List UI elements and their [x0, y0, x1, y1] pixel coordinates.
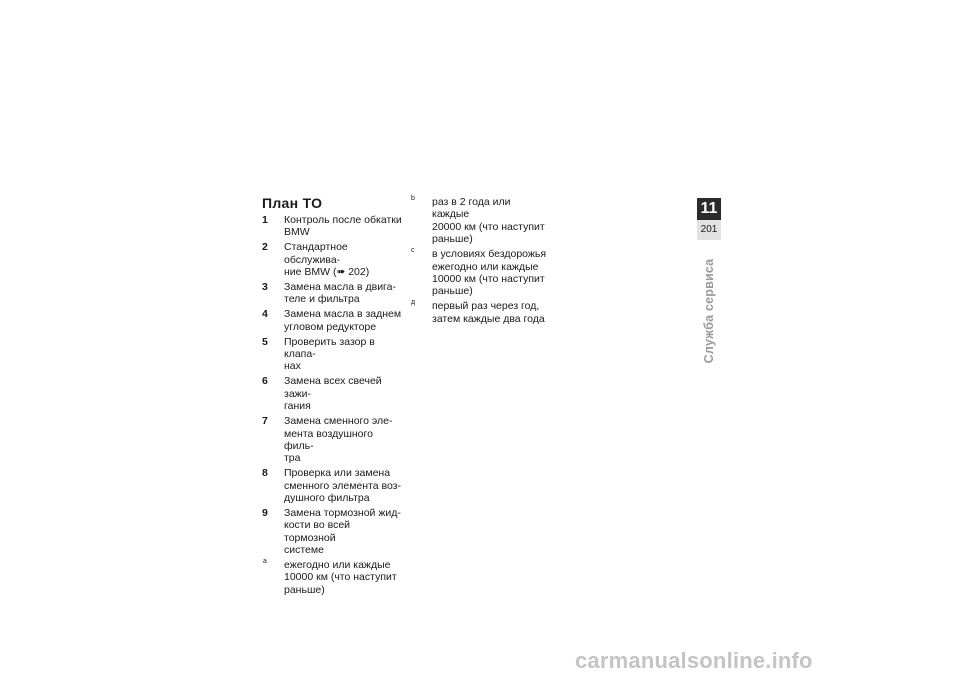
chapter-number: 11	[700, 200, 718, 217]
item-text: Замена тормозной жид- кости во всей тормозной системе	[284, 506, 401, 557]
footnote-item	[410, 196, 550, 246]
list-item	[262, 415, 402, 465]
footnote-text: в условиях бездорожья ежегодно или каждые 10000 км (что наступит раньше)	[432, 248, 547, 298]
item-number: 7	[262, 415, 268, 428]
item-text: Проверить зазор в клапа- нах	[284, 335, 375, 373]
list-item	[262, 308, 402, 333]
footnote-marker: c	[411, 247, 415, 255]
item-text: Замена всех свечей зажи- гания	[284, 375, 382, 413]
footnote-item	[262, 559, 402, 596]
footnote-marker: a	[263, 558, 267, 566]
item-number: 6	[262, 375, 268, 388]
footnote-text: первый раз через год, затем каждые два года	[432, 300, 545, 325]
footnote-marker: д	[411, 299, 416, 307]
item-text: Замена сменного эле- мента воздушного филь- тра	[284, 415, 393, 465]
item-text: Стандартное обслужива- ние BMW (➠ 202)	[284, 241, 370, 279]
footnote-item	[410, 300, 550, 325]
item-text: Замена масла в заднем угловом редукторе	[284, 308, 402, 333]
list-item	[262, 507, 402, 557]
item-number: 9	[262, 506, 268, 519]
item-number: 2	[262, 241, 268, 254]
footnote-text: ежегодно или каждые 10000 км (что наступит раньше)	[284, 559, 397, 596]
list-item	[262, 336, 402, 373]
footnote-item	[410, 248, 550, 298]
item-text: Замена масла в двига- теле и фильтра	[284, 281, 396, 306]
item-text: Контроль после обкатки BMW	[284, 214, 402, 239]
chapter-title: Служба сервиса	[702, 258, 716, 364]
chapter-badge	[697, 198, 721, 240]
list-item	[262, 214, 402, 239]
item-number: 1	[262, 214, 268, 226]
footnote-marker: b	[411, 195, 415, 202]
list-item	[262, 467, 402, 504]
item-text: Проверка или замена сменного элемента воз- душного фильтра	[284, 467, 401, 505]
item-number: 4	[262, 308, 268, 321]
page-title: План ТО	[262, 195, 323, 211]
item-number: 5	[262, 335, 268, 348]
page-number: 201	[700, 224, 718, 235]
list-item	[262, 241, 402, 278]
list-item	[262, 375, 402, 412]
item-number: 3	[262, 281, 268, 294]
list-item	[262, 281, 402, 306]
footnote-text: раз в 2 года или каждые 20000 км (что наступит раньше)	[432, 196, 545, 246]
footnote-list	[410, 196, 550, 328]
watermark: carmanualsonline.info	[575, 648, 813, 673]
maintenance-list	[262, 214, 402, 599]
item-number: 8	[262, 467, 268, 480]
